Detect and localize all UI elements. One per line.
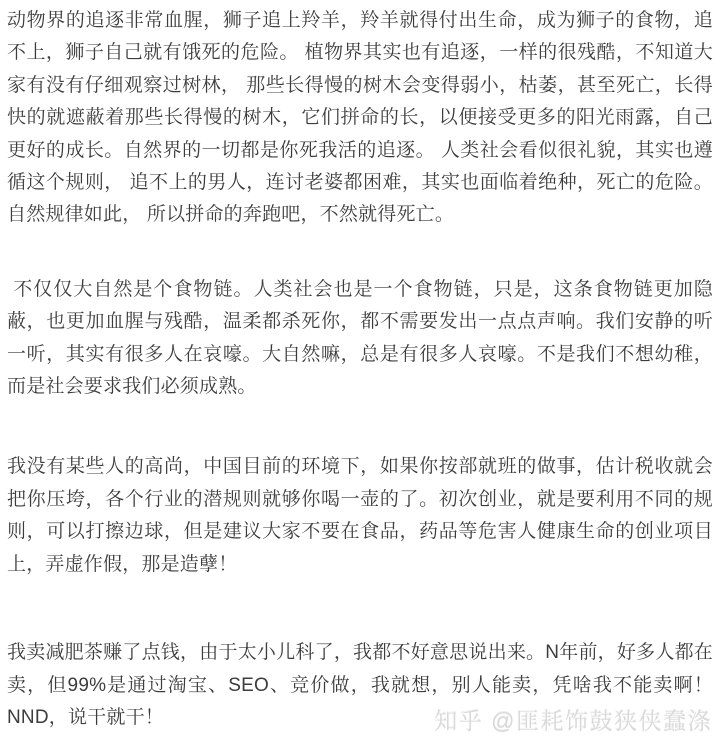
answer-paragraph: 我没有某些人的高尚，中国目前的环境下，如果你按部就班的做事，估计税收就会把你压垮，各个行业的潜规则就够你喝一壶的了。初次创业，就是要利用不同的规则，可以打擦边球，但是建议大家不要在食品，药品等危害人健康生命的创业项目上，弄虚作假，那是造孽！ [7, 456, 713, 575]
answer-paragraph: 不仅仅大自然是个食物链。人类社会也是一个食物链，只是，这条食物链更加隐蔽，也更加血腥与残酷，温柔都杀死你，都不需要发出一点点声响。我们安静的听一听，其实有很多人在哀嚎。大自然嘛，总是有很多人哀嚎。不是我们不想幼稚，而是社会要求我们必须成熟。 [7, 278, 713, 398]
zhihu-watermark: 知乎 @匪耗饰鼓狭侠蠢涤 [434, 708, 712, 734]
answer-paragraph: 我卖减肥茶赚了点钱，由于太小儿科了，我都不好意思说出来。N年前，好多人都在卖，但99%是通过淘宝、SEO、竞价做，我就想，别人能卖，凭啥我不能卖啊！NND，说干就干！ [7, 642, 713, 728]
answer-paragraph: 动物界的追逐非常血腥，狮子追上羚羊，羚羊就得付出生命，成为狮子的食物，追不上，狮子自己就有饿死的危险。 植物界其实也有追逐，一样的很残酷，不知道大家有没有仔细观察过树林， 那些长得慢的树木会变得弱小，枯萎，甚至死亡，长得快的就遮蔽着那些长得慢的树木，它们拼命的长，以便接受更多的阳光雨露，自己更好的成长。自然界的一切都是你死我活的追逐。 人类社会看似很礼貌，其实也遵循这个规则， 追不上的男人，连讨老婆都困难，其实也面临着绝种，死亡的危险。 自然规律如此， 所以拼命的奔跑吧，不然就得死亡。 [7, 10, 719, 226]
